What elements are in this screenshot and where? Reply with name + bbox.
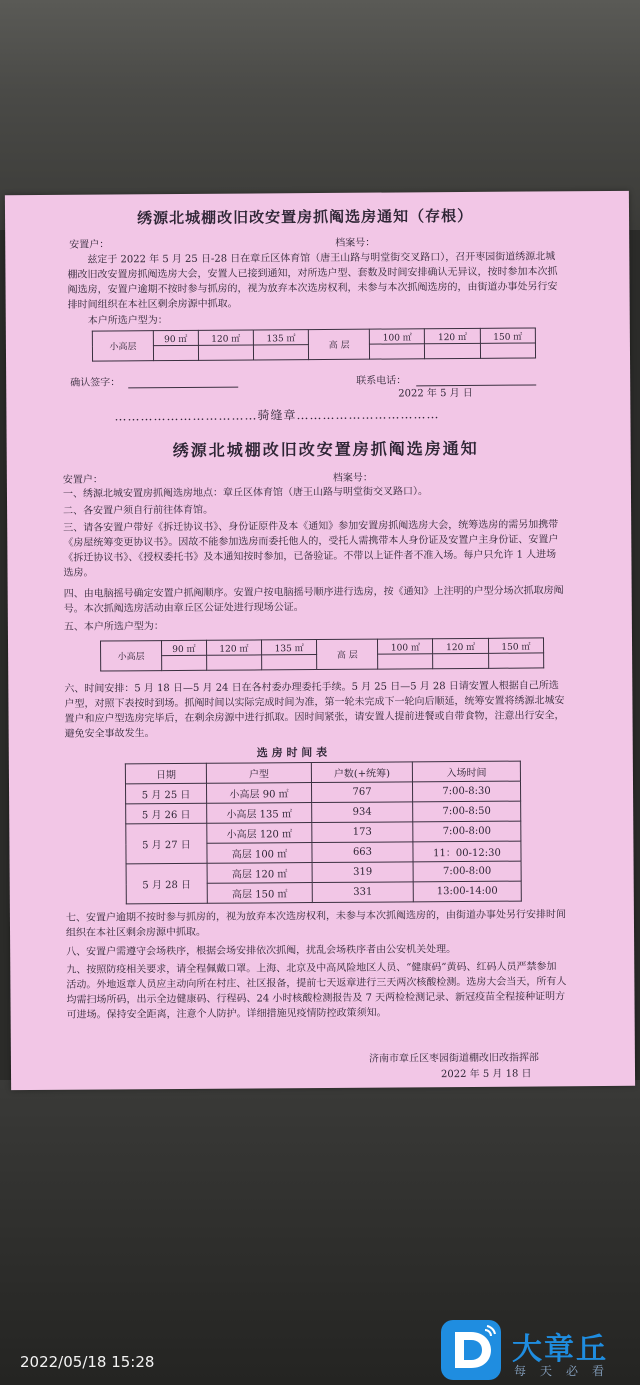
notice-item-4: 四、由电脑摇号确定安置户抓阄顺序。安置户按电脑摇号顺序进行选房，按《通知》上注明的户型分场次抓取房阄号。本次抓阄选房活动由章丘区公证处进行现场公证。 <box>63 585 564 615</box>
stub-body: 兹定于 2022 年 5 月 25 日-28 日在章丘区体育馆（唐王山路与明堂街交叉路口），召开枣园街道绣源北城棚改旧改安置房抓阄选房大会，安置人已接到通知，对所选户型、套数及时间安排确认无异议，按时参加本次抓阄选房，安置户逾期不按时参与抓房的，视为放弃本次选房权利，未参与本次抓阄选房的，由街道办事处另行安排时间组织在本社区剩余房源中抓取。 <box>67 251 558 311</box>
issue-date: 2022 年 5 月 18 日 <box>440 1068 532 1081</box>
notice-item-8: 八、安置户需遵守会场秩序，根据会场安排依次抓阄，扰乱会场秩序者由公安机关处理。 <box>66 944 457 958</box>
stub-high-size: 150 ㎡ <box>480 328 535 343</box>
schedule-type: 高层 150 ㎡ <box>207 883 312 904</box>
schedule-time: 7:00-8:30 <box>412 781 520 802</box>
notice-item-9: 九、按照防疫相关要求，请全程佩戴口罩。上海、北京及中高风险地区人员、“健康码”黄码、红码人员严禁参加活动。外地返章人员应主动向所在村庄、社区报备，提前七天返章进行三天两次核酸检测。选房大会当天，所有人均需扫场所码，出示全边健康码、行程码、24 小时核酸检测报告及 7 天两检检测记录、新冠疫苗全程接种证明方可进场。保持安全距离，注意个人防护。详细措施见疫情防控政策须知。 <box>66 961 567 1021</box>
stub-title: 绣源北城棚改旧改安置房抓阄选房通知（存根） <box>136 206 474 228</box>
notice-unit-table <box>100 637 544 671</box>
notice-item-1: 一、绣源北城安置房抓阄选房地点：章丘区体育馆（唐王山路与明堂街交叉路口）。 <box>62 486 429 500</box>
schedule-header: 入场时间 <box>412 761 520 782</box>
table-row <box>125 781 520 804</box>
schedule-count: 767 <box>311 782 412 803</box>
schedule-header: 户数(+统筹) <box>311 762 412 783</box>
schedule-type: 小高层 90 ㎡ <box>206 783 311 804</box>
schedule-title: 选 房 时 间 表 <box>256 745 328 760</box>
stub-type-label: 本户所选户型为： <box>87 315 168 327</box>
schedule-date: 5 月 26 日 <box>126 803 207 824</box>
stub-high-label: 高 层 <box>309 329 370 359</box>
seam-line: ……………………………骑缝章…………………………… <box>114 407 440 424</box>
schedule-time: 7:00-8:50 <box>413 801 521 822</box>
stub-low-size: 135 ㎡ <box>253 330 308 345</box>
notice-high-size: 120 ㎡ <box>433 638 488 653</box>
d-logo-icon <box>441 1320 501 1380</box>
schedule-time: 7:00-8:00 <box>413 861 521 882</box>
table-row <box>126 861 521 884</box>
notice-title: 绣源北城棚改旧改安置房抓阄选房通知 <box>172 438 479 461</box>
schedule-table <box>125 761 522 905</box>
schedule-time: 11：00-12:30 <box>413 841 521 862</box>
issuer: 济南市章丘区枣园街道棚改旧改指挥部 <box>368 1052 539 1065</box>
stub-date: 2022 年 5 月 日 <box>398 387 473 400</box>
table-row <box>126 821 521 844</box>
notice-high-size: 100 ㎡ <box>378 639 433 654</box>
photo-timestamp: 2022/05/18 15:28 <box>20 1353 155 1371</box>
watermark-logo-icon <box>441 1320 501 1380</box>
stub-low-label: 小高层 <box>92 331 153 361</box>
stub-unit-table <box>92 327 536 361</box>
schedule-count: 934 <box>312 802 413 823</box>
phone-line <box>416 384 536 386</box>
schedule-type: 小高层 135 ㎡ <box>207 803 312 824</box>
schedule-count: 663 <box>312 842 413 863</box>
schedule-date: 5 月 27 日 <box>126 823 207 864</box>
notice-item-2: 二、各安置户须自行前往体育馆。 <box>63 504 214 517</box>
stub-high-size: 100 ㎡ <box>370 329 425 344</box>
notice-paper <box>5 191 635 1090</box>
schedule-header-row <box>125 761 520 784</box>
notice-item-6: 六、时间安排：5 月 18 日—5 月 24 日在各村委办理委托手续。5 月 25 日—5 月 28 日请安置人根据自己所选户型，对照下表按时到场。抓阄时间以实际完成时间为准，第一轮未完成下一轮向后顺延，统筹安置将绣源北城安置户和应户型选房完毕后，在剩余房源中进行抓取。因时间紧张，请安置人提前进餐或自带食物，注意出行安全，避免安全事故发生。 <box>64 680 565 740</box>
notice-high-label: 高 层 <box>317 639 378 669</box>
schedule-header: 日期 <box>125 763 206 784</box>
stub-high-size: 120 ㎡ <box>425 328 480 343</box>
notice-high-size: 150 ㎡ <box>488 638 543 653</box>
notice-low-size: 90 ㎡ <box>161 640 206 655</box>
notice-low-size: 135 ㎡ <box>261 640 316 655</box>
notice-low-label: 小高层 <box>100 641 161 671</box>
schedule-header: 户型 <box>206 763 311 784</box>
schedule-count: 173 <box>312 822 413 843</box>
watermark-name: 大章丘 <box>512 1332 608 1367</box>
schedule-time: 7:00-8:00 <box>413 821 521 842</box>
stub-phone-label: 联系电话： <box>356 375 407 387</box>
notice-type-label: 五、本户所选户型为： <box>63 621 164 633</box>
schedule-count: 331 <box>312 882 413 903</box>
schedule-count: 319 <box>312 862 413 883</box>
stub-file-label: 档案号： <box>335 237 376 249</box>
schedule-date: 5 月 28 日 <box>126 863 207 904</box>
schedule-type: 高层 100 ㎡ <box>207 843 312 864</box>
notice-item-3: 三、请各安置户带好《拆迁协议书》、身份证原件及本《通知》参加安置房抓阄选房大会，统筹选房的需另加携带《房屋统筹变更协议书》。因故不能参加选房而委托他人的，受托人需携带本人身份证及安置户主身份证、安置户《拆迁协议书》、《授权委托书》及本通知按时参加，已备验证。不带以上证件者不准入场。每户只允许 1 人进场选房。 <box>63 519 559 579</box>
schedule-date: 5 月 25 日 <box>125 783 206 804</box>
schedule-type: 小高层 120 ㎡ <box>207 823 312 844</box>
notice-item-7: 七、安置户逾期不按时参与抓房的，视为放弃本次选房权利，未参与本次抓阄选房的，由街道办事处另行安排时间组织在本社区剩余房源中抓取。 <box>65 909 566 939</box>
sign-line <box>128 387 238 389</box>
stub-sign-label: 确认签字： <box>70 377 121 389</box>
notice-file-label: 档案号： <box>332 472 373 484</box>
schedule-type: 高层 120 ㎡ <box>207 863 312 884</box>
watermark-slogan: 每天必看 <box>514 1364 619 1378</box>
stub-low-size: 120 ㎡ <box>198 330 253 345</box>
table-row <box>126 801 521 824</box>
notice-low-size: 120 ㎡ <box>206 640 261 655</box>
stub-low-size: 90 ㎡ <box>153 330 198 345</box>
stub-resident-label: 安置户： <box>69 239 110 251</box>
schedule-time: 13:00-14:00 <box>413 881 521 902</box>
notice-resident-label: 安置户： <box>62 474 103 486</box>
